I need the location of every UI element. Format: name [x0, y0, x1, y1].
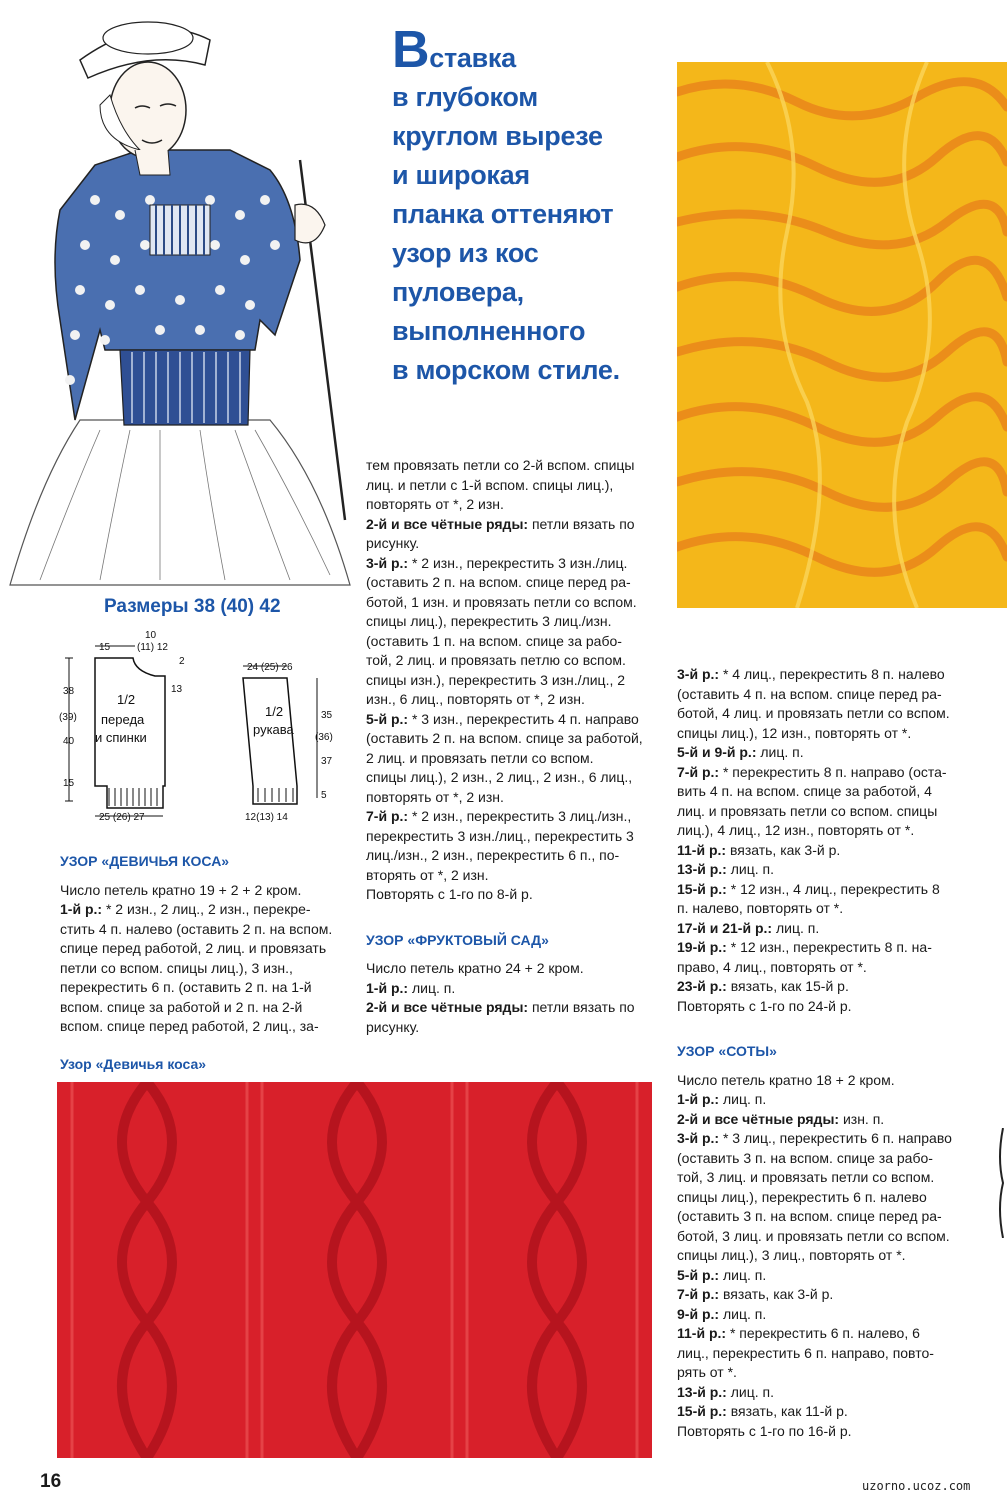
row-text: изн., 6 лиц., повторять от *, 2 изн.: [366, 691, 585, 707]
instruction-line: [677, 1305, 969, 1325]
schematic-top-dims: 15: [99, 642, 111, 653]
row-text: ботой, 4 лиц. и провязать петли со вспом.: [677, 705, 950, 721]
headline-line-1-rest: ставка: [429, 43, 516, 73]
instruction-line: [60, 978, 345, 998]
col2-text-top: [366, 456, 651, 905]
instruction-line: [677, 1168, 969, 1188]
row-text: Повторять с 1-го по 24-й р.: [677, 997, 852, 1014]
instruction-line: [366, 534, 651, 554]
row-text: рять от *.: [677, 1364, 737, 1380]
row-text: вить 4 п. на вспом. спице за работой, 4: [677, 783, 932, 799]
schematic-neck-dims: (11) 12: [137, 642, 168, 653]
instruction-line: [677, 665, 969, 685]
row-text: лиц. и петли с 1-й вспом. спицы лиц.),: [366, 476, 614, 493]
instruction-line: [677, 977, 969, 997]
instruction-line: [366, 768, 651, 788]
row-text: лиц. и провязать петли со вспом. спицы: [677, 802, 938, 819]
row-label: 7-й р.:: [677, 1286, 720, 1302]
front-label-3: и спинки: [95, 730, 147, 745]
row-label: 11-й р.:: [677, 1325, 727, 1341]
row-label: 1-й р.:: [60, 901, 103, 917]
instruction-line: [677, 1422, 969, 1442]
headline-line-2: в глубоком: [392, 82, 538, 112]
row-label: 1-й р.:: [677, 1091, 720, 1107]
row-label: 2-й и все чётные ряды:: [677, 1110, 840, 1127]
row-text: петли со вспом. спицы лиц.), 3 изн.,: [60, 959, 293, 976]
sleeve-label-1: 1/2: [265, 704, 284, 719]
instruction-line: [677, 685, 969, 705]
row-text: лиц. п.: [719, 1266, 767, 1283]
row-text: повторять от *, 2 изн.: [366, 788, 504, 805]
row-text: ботой, 1 изн. и провязать петли со вспом.: [366, 593, 637, 610]
instruction-line: [366, 612, 651, 632]
row-label: 23-й р.:: [677, 978, 727, 994]
instruction-line: [677, 899, 969, 919]
row-text: Повторять с 1-го по 16-й р.: [677, 1422, 852, 1439]
row-text: лиц.), 4 лиц., 12 изн., повторять от *.: [677, 822, 915, 838]
instruction-line: [366, 998, 651, 1018]
col3-text-top: [677, 665, 969, 1016]
row-text: * перекрестить 8 п. направо (оста-: [719, 763, 947, 780]
row-label: 13-й р.:: [677, 1383, 727, 1400]
instruction-line: [366, 846, 651, 866]
row-text: вязать, как 11-й р.: [726, 1403, 848, 1419]
instruction-line: [677, 763, 969, 783]
page-edge-ornament: [995, 1128, 1007, 1238]
row-text: вязать, как 15-й р.: [726, 978, 849, 994]
row-label: 7-й р.:: [366, 808, 409, 824]
instruction-line: [366, 827, 651, 847]
row-text: изн. п.: [839, 1110, 885, 1127]
row-text: вспом. спице перед работой, 2 лиц., за-: [60, 1018, 319, 1034]
instruction-line: [366, 554, 651, 574]
row-text: * 4 лиц., перекрестить 8 п. налево: [719, 666, 945, 682]
instruction-line: [677, 704, 969, 724]
row-label: 3-й р.:: [366, 554, 409, 571]
instruction-line: [677, 1383, 969, 1403]
schematic-sleeve-5: 5: [321, 790, 327, 801]
row-label: 7-й р.:: [677, 763, 720, 780]
row-text: той, 2 лиц. и провязать петлю со вспом.: [366, 652, 626, 668]
row-text: ботой, 3 лиц. и провязать петли со вспом.: [677, 1227, 950, 1244]
fashion-illustration: [0, 0, 360, 590]
schematic-sleeve-top: 24 (25) 26: [247, 662, 293, 673]
row-text: (оставить 4 п. на вспом. спице перед ра-: [677, 685, 942, 702]
row-label: 17-й и 21-й р.:: [677, 919, 773, 936]
row-label: 1-й р.:: [366, 979, 409, 996]
row-text: перекрестить 3 изн./лиц., перекрестить 3: [366, 827, 634, 844]
schematic-height-15: 15: [63, 778, 75, 789]
row-text: вторять от *, 2 изн.: [366, 866, 489, 883]
row-text: (оставить 2 п. на вспом. спице за работой,: [366, 730, 643, 746]
instruction-line: [366, 710, 651, 730]
instruction-line: [366, 495, 651, 515]
schematic-shoulder-drop: 2: [179, 656, 185, 667]
instruction-line: [677, 1344, 969, 1364]
instruction-line: [677, 1363, 969, 1383]
row-text: (оставить 3 п. на вспом. спице за рабо-: [677, 1149, 933, 1166]
instruction-line: [677, 958, 969, 978]
instruction-line: [366, 979, 651, 999]
instruction-line: [366, 749, 651, 769]
row-text: спицы лиц.), 12 изн., повторять от *.: [677, 724, 912, 741]
instruction-line: [677, 1266, 969, 1286]
instruction-line: [677, 782, 969, 802]
row-label: 2-й и все чётные ряды:: [366, 515, 529, 532]
instruction-line: [677, 1207, 969, 1227]
row-text: петли вязать по: [528, 515, 635, 532]
row-label: 5-й р.:: [366, 710, 409, 727]
row-text: * 12 изн., 4 лиц., перекрестить 8: [726, 880, 940, 897]
row-text: вязать, как 3-й р.: [726, 841, 841, 858]
row-text: * 2 изн., 2 лиц., 2 изн., перекре-: [102, 901, 311, 917]
headline-line-1: [392, 21, 662, 79]
row-text: перекрестить 6 п. (оставить 2 п. на 1-й: [60, 979, 312, 995]
sleeve-label-2: рукава: [253, 722, 294, 737]
row-text: лиц./изн., 2 изн., перекрестить 6 п., по-: [366, 847, 620, 863]
headline-line-3: круглом вырезе: [392, 121, 603, 151]
instruction-line: [366, 729, 651, 749]
row-label: 15-й р.:: [677, 880, 727, 897]
row-label: 2-й и все чётные ряды:: [366, 999, 529, 1015]
column-1: [60, 852, 345, 1037]
headline-line-6: узор из кос: [392, 238, 539, 268]
heading-honeycomb: УЗОР «СОТЫ»: [677, 1043, 777, 1059]
row-text: * перекрестить 6 п. налево, 6: [726, 1325, 920, 1341]
col1-text: [60, 881, 345, 1037]
instruction-line: [60, 939, 345, 959]
instruction-line: [366, 885, 651, 905]
row-text: Повторять с 1-го по 8-й р.: [366, 886, 533, 902]
row-text: * 12 изн., перекрестить 8 п. на-: [726, 939, 932, 955]
instruction-line: [60, 959, 345, 979]
row-text: стить 4 п. налево (оставить 2 п. на вспом.: [60, 920, 333, 937]
instruction-line: [366, 807, 651, 827]
row-label: 3-й р.:: [677, 666, 720, 682]
row-text: спицы лиц.), перекрестить 6 п. налево: [677, 1188, 927, 1205]
row-text: тем провязать петли со 2-й вспом. спицы: [366, 457, 635, 473]
instruction-line: [60, 900, 345, 920]
row-text: право, 4 лиц., повторять от *.: [677, 958, 867, 975]
row-label: 19-й р.:: [677, 939, 727, 955]
row-text: вспом. спице за работой и 2 п. на 2-й: [60, 998, 303, 1015]
row-text: * 3 лиц., перекрестить 6 п. направо: [719, 1130, 952, 1146]
instruction-line: [677, 1129, 969, 1149]
instruction-line: [677, 1324, 969, 1344]
schematic-sleeve-bottom: 12(13) 14: [245, 812, 288, 823]
front-label-2: переда: [101, 712, 145, 727]
row-text: спицы изн.), перекрестить 3 изн./лиц., 2: [366, 671, 626, 688]
column-2: [366, 456, 651, 1037]
heading-fruit-garden: УЗОР «ФРУКТОВЫЙ САД»: [366, 931, 549, 948]
instruction-line: [366, 476, 651, 496]
row-text: спице перед работой, 2 лиц. и провязать: [60, 940, 327, 956]
row-text: рисунку.: [366, 1018, 420, 1035]
instruction-line: [366, 1018, 651, 1038]
instruction-line: [677, 1188, 969, 1208]
instruction-line: [366, 690, 651, 710]
col3-text-bottom: [677, 1071, 969, 1442]
instruction-line: [677, 997, 969, 1017]
watermark: uzorno.ucoz.com: [862, 1479, 971, 1493]
instruction-line: [60, 1017, 345, 1037]
page-number: 16: [40, 1471, 62, 1492]
row-text: (оставить 2 п. на вспом. спице перед ра-: [366, 574, 631, 590]
instruction-line: [677, 1227, 969, 1247]
row-text: * 2 изн., перекрестить 3 изн./лиц.: [408, 554, 628, 571]
schematic-height-38: 38: [63, 686, 75, 697]
instruction-line: [677, 919, 969, 939]
schematic-height-40: 40: [63, 736, 75, 747]
instruction-line: [677, 1110, 969, 1130]
row-text: лиц. п.: [772, 919, 820, 936]
instruction-line: [677, 1071, 969, 1091]
sizes-title: Размеры 38 (40) 42: [104, 596, 281, 617]
row-label: 3-й р.:: [677, 1130, 720, 1146]
instruction-line: [677, 841, 969, 861]
row-label: 9-й р.:: [677, 1305, 720, 1322]
headline-line-7: пуловера,: [392, 277, 524, 307]
row-label: 5-й р.:: [677, 1266, 720, 1283]
schematic-neck-depth: 13: [171, 684, 183, 695]
instruction-line: [677, 880, 969, 900]
size-schematic: [55, 626, 355, 826]
instruction-line: [60, 920, 345, 940]
instruction-line: [60, 998, 345, 1018]
schematic-sleeve-35: 35: [321, 710, 333, 721]
row-text: спицы лиц.), перекрестить 3 лиц./изн.: [366, 613, 612, 629]
front-label-1: 1/2: [117, 692, 136, 707]
headline-line-9: в морском стиле.: [392, 355, 620, 385]
row-text: Число петель кратно 18 + 2 кром.: [677, 1071, 895, 1088]
schematic-height-39: (39): [59, 712, 77, 723]
instruction-line: [677, 938, 969, 958]
drop-cap: В: [392, 21, 430, 79]
schematic-sleeve-36: (36): [315, 732, 333, 743]
row-text: спицы лиц.), 2 изн., 2 лиц., 2 изн., 6 лиц.,: [366, 769, 633, 785]
instruction-line: [366, 593, 651, 613]
heading-maiden-braid: УЗОР «ДЕВИЧЬЯ КОСА»: [60, 853, 230, 869]
instruction-line: [677, 724, 969, 744]
schematic-neck-top: 10: [145, 630, 157, 641]
row-text: лиц. п.: [408, 979, 456, 996]
instruction-line: [366, 959, 651, 979]
row-text: лиц., перекрестить 6 п. направо, повто-: [677, 1344, 934, 1361]
row-text: лиц. п.: [756, 744, 804, 760]
row-text: той, 3 лиц. и провязать петли со вспом.: [677, 1169, 935, 1185]
headline-line-4: и широкая: [392, 160, 530, 190]
instruction-line: [366, 671, 651, 691]
instruction-line: [677, 1149, 969, 1169]
row-text: повторять от *, 2 изн.: [366, 496, 504, 512]
headline-line-5: планка оттеняют: [392, 199, 614, 229]
instruction-line: [366, 632, 651, 652]
row-text: лиц. п.: [726, 1383, 774, 1400]
instruction-line: [366, 866, 651, 886]
row-text: 2 лиц. и провязать петли со вспом.: [366, 749, 594, 766]
row-text: вязать, как 3-й р.: [719, 1286, 834, 1302]
instruction-line: [677, 821, 969, 841]
instruction-line: [677, 802, 969, 822]
fruit-garden-swatch-photo: [677, 62, 1007, 608]
maiden-braid-swatch-photo: [57, 1082, 652, 1458]
instruction-line: [366, 456, 651, 476]
row-label: 5-й и 9-й р.:: [677, 744, 757, 760]
row-text: лиц. п.: [719, 1091, 767, 1107]
row-text: рисунку.: [366, 535, 420, 551]
column-3: [677, 665, 969, 1441]
instruction-line: [366, 515, 651, 535]
row-text: Число петель кратно 24 + 2 кром.: [366, 960, 584, 976]
row-text: п. налево, повторять от *.: [677, 900, 844, 916]
row-label: 11-й р.:: [677, 841, 727, 858]
schematic-sleeve-37: 37: [321, 756, 333, 767]
row-text: (оставить 1 п. на вспом. спице за рабо-: [366, 632, 622, 649]
instruction-line: [677, 1090, 969, 1110]
instruction-line: [366, 573, 651, 593]
headline: [392, 21, 662, 390]
row-text: * 3 изн., перекрестить 4 п. направо: [408, 710, 639, 727]
instruction-line: [677, 1285, 969, 1305]
row-text: * 2 изн., перекрестить 3 лиц./изн.,: [408, 808, 632, 824]
row-text: лиц. п.: [726, 861, 774, 877]
row-text: (оставить 3 п. на вспом. спице перед ра-: [677, 1208, 942, 1224]
schematic-bottom-width: 25 (26) 27: [99, 812, 145, 823]
row-text: спицы лиц.), 3 лиц., повторять от *.: [677, 1247, 906, 1263]
instruction-line: [677, 1402, 969, 1422]
caption-red-swatch: Узор «Девичья коса»: [60, 1056, 207, 1072]
row-label: 13-й р.:: [677, 861, 727, 877]
instruction-line: [60, 881, 345, 901]
headline-line-8: выполненного: [392, 316, 586, 346]
instruction-line: [366, 788, 651, 808]
row-text: Число петель кратно 19 + 2 + 2 кром.: [60, 881, 302, 898]
instruction-line: [677, 860, 969, 880]
col2-text-bottom: [366, 959, 651, 1037]
instruction-line: [677, 743, 969, 763]
instruction-line: [366, 651, 651, 671]
row-text: лиц. п.: [719, 1305, 767, 1322]
instruction-line: [677, 1246, 969, 1266]
row-label: 15-й р.:: [677, 1403, 727, 1419]
row-text: петли вязать по: [528, 999, 635, 1015]
